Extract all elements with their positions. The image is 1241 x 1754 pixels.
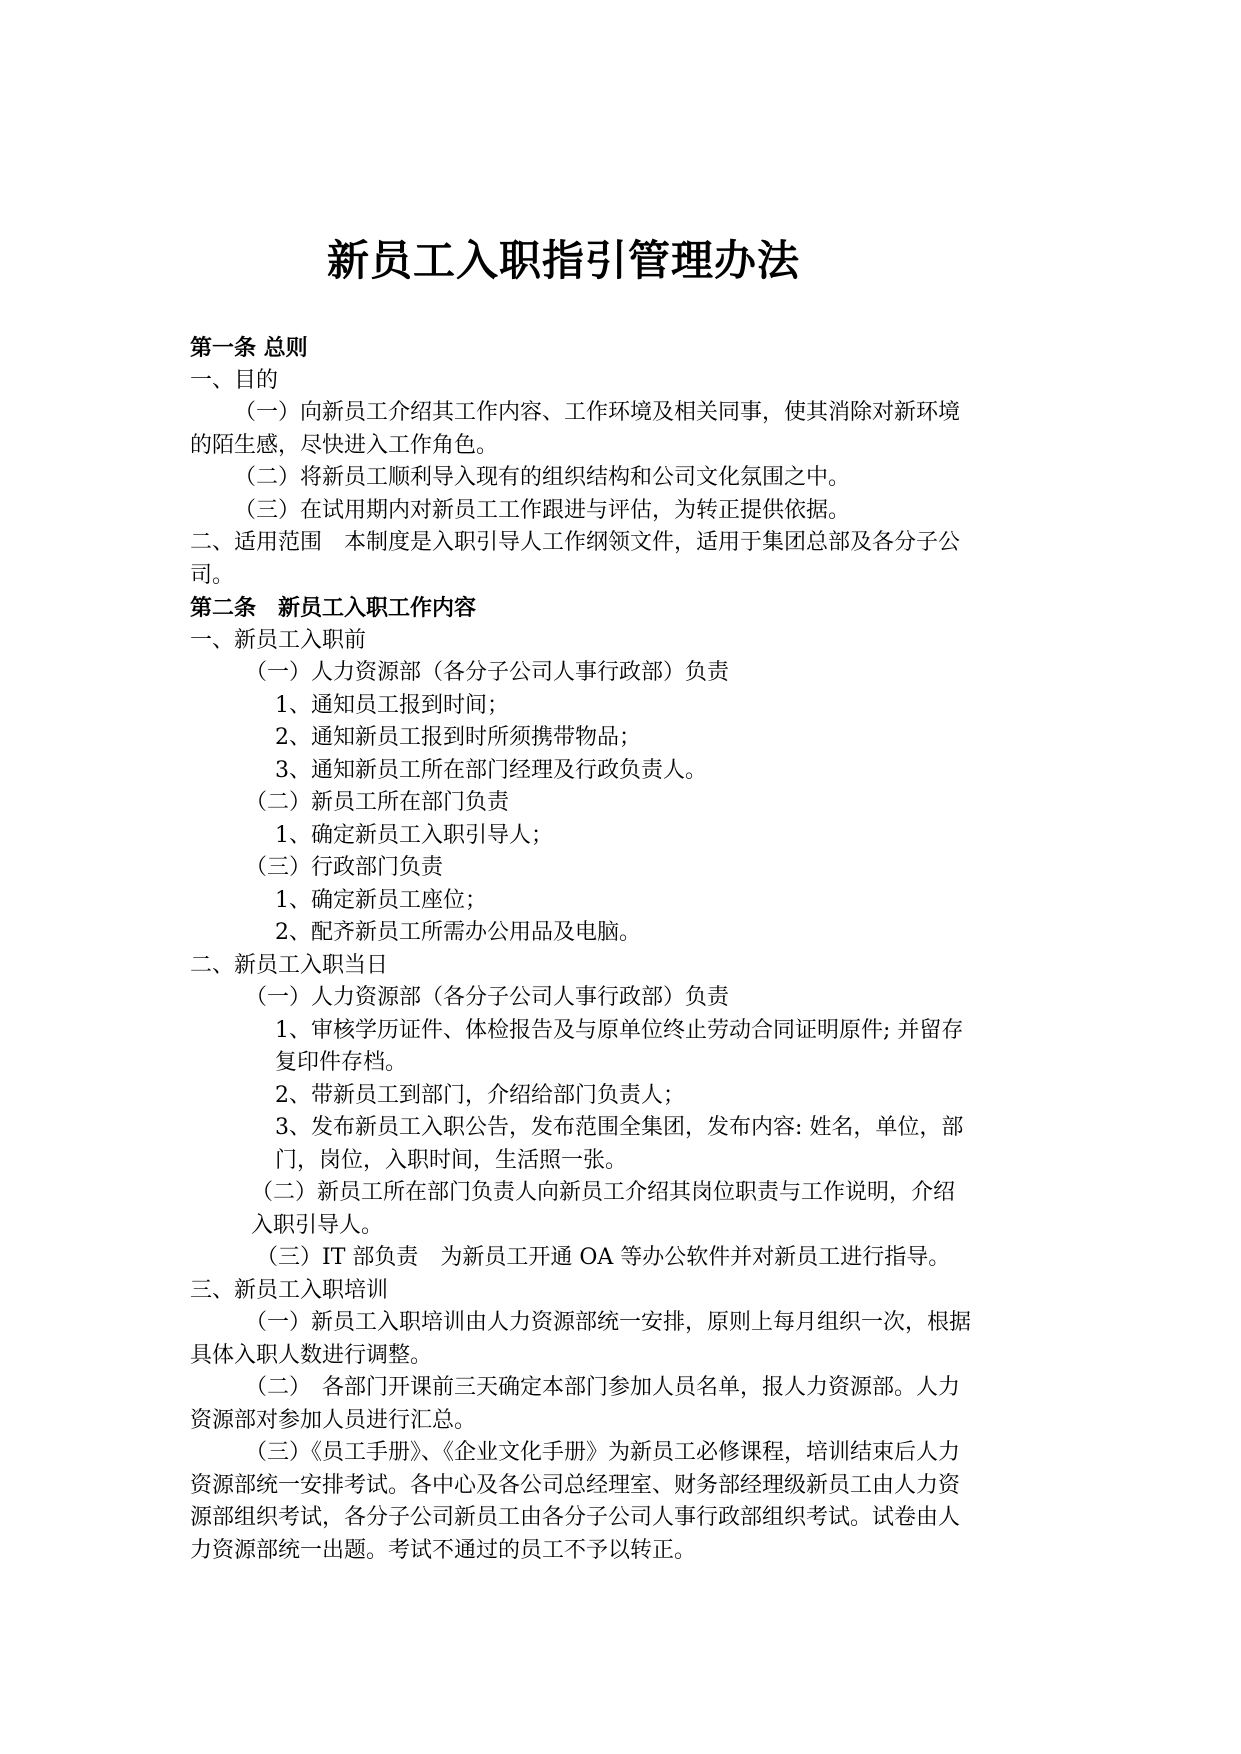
list-item: 3、通知新员工所在部门经理及行政负责人。 bbox=[275, 757, 707, 783]
subsection-heading: （三）行政部门负责 bbox=[245, 855, 444, 880]
list-item: 1、确定新员工座位； bbox=[275, 887, 487, 913]
paragraph-line: （三）在试用期内对新员工工作跟进与评估，为转正提供依据。 bbox=[234, 497, 851, 523]
paragraph-line: 二、适用范围 本制度是入职引导人工作纲领文件，适用于集团总部及各分子公 bbox=[190, 530, 961, 555]
paragraph-line: 力资源部统一出题。考试不通过的员工不予以转正。 bbox=[190, 1537, 697, 1563]
section-heading: 一、目的 bbox=[190, 367, 279, 393]
section-heading: 二、新员工入职当日 bbox=[190, 952, 389, 978]
paragraph-line: 源部组织考试，各分子公司新员工由各分子公司人事行政部组织考试。试卷由人 bbox=[190, 1505, 961, 1530]
document-body bbox=[190, 332, 1065, 1567]
paragraph-line: 资源部统一安排考试。各中心及各公司总经理室、财务部经理级新员工由人力资 bbox=[190, 1472, 961, 1498]
list-item: 2、带新员工到部门，介绍给部门负责人； bbox=[275, 1082, 685, 1108]
paragraph-line: 入职引导人。 bbox=[251, 1212, 384, 1238]
article-heading: 第一条 总则 bbox=[190, 335, 308, 361]
list-item: 门，岗位，入职时间，生活照一张。 bbox=[275, 1147, 628, 1173]
paragraph-line: 资源部对参加人员进行汇总。 bbox=[190, 1407, 477, 1433]
list-item: 1、审核学历证件、体检报告及与原单位终止劳动合同证明原件; 并留存 bbox=[275, 1017, 964, 1043]
list-item: 3、发布新员工入职公告，发布范围全集团，发布内容: 姓名，单位，部 bbox=[275, 1115, 964, 1140]
paragraph-line: （二）新员工所在部门负责人向新员工介绍其岗位职责与工作说明，介绍 bbox=[251, 1180, 956, 1205]
paragraph-line: 的陌生感，尽快进入工作角色。 bbox=[190, 432, 499, 458]
paragraph-line: （一）新员工入职培训由人力资源部统一安排，原则上每月组织一次，根据 bbox=[245, 1310, 972, 1335]
subsection-heading: （二）新员工所在部门负责 bbox=[245, 790, 510, 815]
paragraph-line: （三）IT 部负责 为新员工开通 OA 等办公软件并对新员工进行指导。 bbox=[256, 1245, 951, 1270]
paragraph-line: 具体入职人数进行调整。 bbox=[190, 1342, 433, 1368]
section-heading: 一、新员工入职前 bbox=[190, 627, 367, 653]
document-title: 新员工入职指引管理办法 bbox=[327, 236, 801, 285]
paragraph-line: 司。 bbox=[190, 562, 235, 588]
section-heading: 三、新员工入职培训 bbox=[190, 1277, 389, 1303]
list-item: 2、配齐新员工所需办公用品及电脑。 bbox=[275, 920, 641, 945]
list-item: 2、通知新员工报到时所须携带物品； bbox=[275, 725, 641, 750]
paragraph-line: （三）《员工手册》、《企业文化手册》为新员工必修课程，培训结束后人力 bbox=[245, 1440, 961, 1465]
list-item: 复印件存档。 bbox=[275, 1050, 408, 1075]
paragraph-line: （二） 各部门开课前三天确定本部门参加人员名单，报人力资源部。人力 bbox=[245, 1375, 961, 1400]
list-item: 1、通知员工报到时间； bbox=[275, 692, 509, 718]
article-heading: 第二条 新员工入职工作内容 bbox=[190, 595, 477, 621]
list-item: 1、确定新员工入职引导人； bbox=[275, 822, 553, 848]
paragraph-line: （二）将新员工顺利导入现有的组织结构和公司文化氛围之中。 bbox=[234, 465, 851, 490]
subsection-heading: （一）人力资源部（各分子公司人事行政部）负责 bbox=[245, 985, 730, 1010]
paragraph-line: （一）向新员工介绍其工作内容、工作环境及相关同事，使其消除对新环境 bbox=[234, 400, 961, 425]
subsection-heading: （一）人力资源部（各分子公司人事行政部）负责 bbox=[245, 660, 730, 685]
